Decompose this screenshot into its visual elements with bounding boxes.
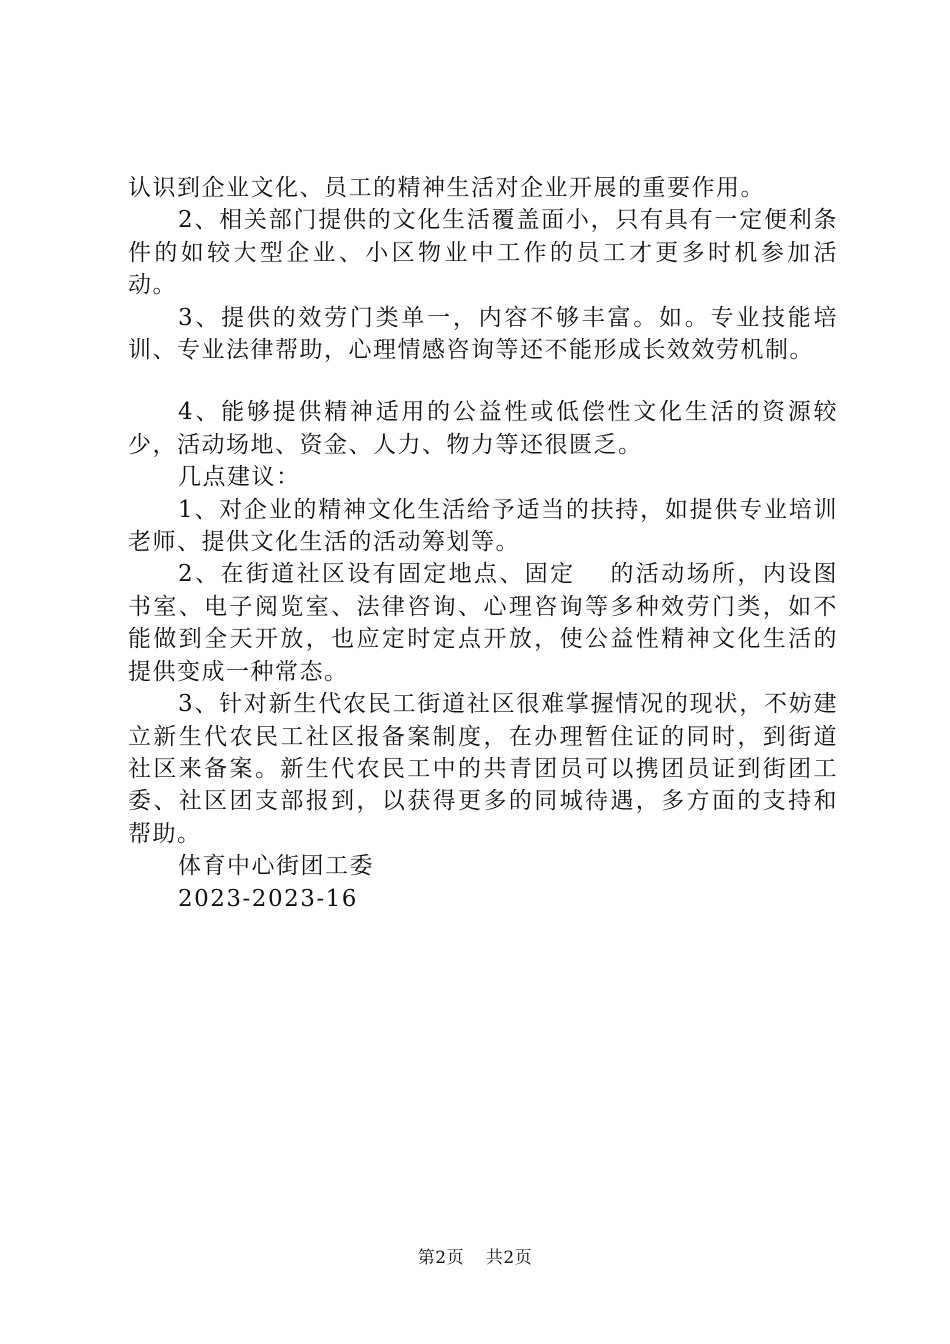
page-footer <box>0 1243 950 1268</box>
page-number-current: 第2页 <box>417 1248 465 1268</box>
paragraph-issue-2: 2、相关部门提供的文化生活覆盖面小，只有具有一定便利条件的如较大型企业、小区物业中工作的员工才更多时机参加活动。 <box>128 207 838 299</box>
paragraph-suggestion-3: 3、针对新生代农民工街道社区很难掌握情况的现状，不妨建立新生代农民工社区报备案制度，在办理暂住证的同时，到街道社区来备案。新生代农民工中的共青团员可以携团员证到街团工委、社区团支部报到，以获得更多的同城待遇，多方面的支持和帮助。 <box>128 691 838 847</box>
paragraph-issue-3: 3、提供的效劳门类单一，内容不够丰富。如。专业技能培训、专业法律帮助，心理情感咨询等还不能形成长效效劳机制。 <box>128 304 838 364</box>
paragraph-issue-4: 4、能够提供精神适用的公益性或低偿性文化生活的资源较少，活动场地、资金、人力、物力等还很匮乏。 <box>128 399 838 458</box>
page-number-total: 共2页 <box>485 1248 533 1268</box>
document-body <box>128 172 838 915</box>
paragraph-continuation: 认识到企业文化、员工的精神生活对企业开展的重要作用。 <box>128 175 765 201</box>
signature-organization: 体育中心街团工委 <box>178 853 374 880</box>
paragraph-suggestion-1: 1、对企业的精神文化生活给予适当的扶持，如提供专业培训老师、提供文化生活的活动筹划等。 <box>128 496 838 556</box>
suggestions-heading: 几点建议： <box>178 464 301 491</box>
paragraph-suggestion-2: 2、在街道社区设有固定地点、固定 的活动场所，内设图书室、电子阅览室、法律咨询、心理咨询等多种效劳门类，如不能做到全天开放，也应定时定点开放，使公益性精神文化生活的提供变成一种常态。 <box>128 561 838 685</box>
signature-date: 2023-2023-16 <box>178 885 358 912</box>
